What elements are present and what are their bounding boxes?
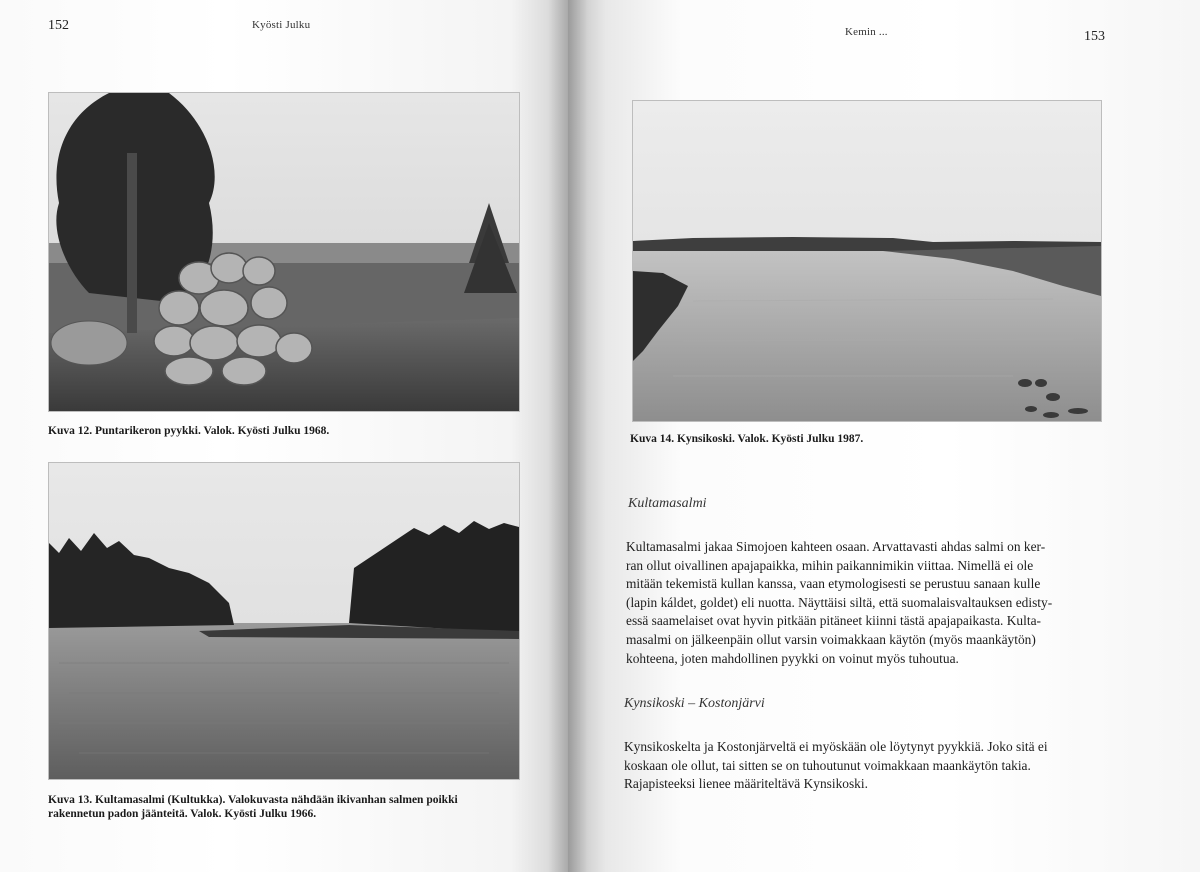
running-head-right: Kemin ... (845, 26, 888, 38)
text-line: Kultamasalmi jakaa Simojoen kahteen osaan. Arvattavasti ahdas salmi on ker- (626, 539, 1046, 554)
left-page (0, 0, 568, 872)
page-number-left: 152 (48, 18, 69, 33)
book-gutter-shadow (548, 0, 588, 872)
page-number-right: 153 (1084, 29, 1105, 44)
right-page (568, 0, 1200, 872)
text-line: ran ollut oivallinen apajapaikka, mihin paikannimikin viittaa. Nimellä ei ole (626, 557, 1034, 573)
section-heading-kultamasalmi: Kultamasalmi (628, 496, 707, 511)
text-line: Kynsikoskelta ja Kostonjärveltä ei myöskään ole löytynyt pyykkiä. Joko sitä ei (624, 739, 1048, 754)
caption-figure-13-line-1: Kuva 13. Kultamasalmi (Kultukka). Valokuvasta nähdään ikivanhan salmen poikki (48, 794, 458, 806)
text-line: koskaan ole ollut, tai sitten se on tuhoutunut voimakkaan maankäytön takia. (624, 757, 1031, 773)
text-line: Rajapisteeksi lienee määriteltävä Kynsikoski. (624, 776, 868, 792)
caption-figure-12: Kuva 12. Puntarikeron pyykki. Valok. Kyösti Julku 1968. (48, 425, 330, 437)
text-line: kohteena, joten mahdollinen pyykki on voinut myös tuhoutua. (626, 650, 959, 666)
section-heading-kynsikoski: Kynsikoski – Kostonjärvi (624, 696, 765, 711)
text-line: (lapin káldet, goldet) eli nuotta. Näyttäisi siltä, että suomalaisvaltauksen edisty- (626, 594, 1053, 610)
caption-figure-14: Kuva 14. Kynsikoski. Valok. Kyösti Julku 1987. (630, 433, 864, 445)
running-head-left: Kyösti Julku (252, 19, 311, 31)
caption-figure-13-line-2: rakennetun padon jäänteitä. Valok. Kyösti Julku 1966. (48, 808, 317, 820)
text-line: masalmi on jälkeenpäin ollut varsin voimakkaan käytön (myös maankäytön) (626, 631, 1036, 647)
photo-kultamasalmi (48, 462, 520, 780)
photo-kynsikoski (632, 100, 1102, 422)
caption-figure-13 (48, 793, 518, 821)
section-text-kultamasalmi (626, 538, 1100, 668)
section-text-kynsikoski (624, 738, 1100, 794)
text-line: essä saamelaiset ovat hyvin pitkään pitäneet kiinni tästä apajapaikasta. Kulta- (626, 613, 1041, 629)
photo-cairn (48, 92, 520, 412)
text-line: mitään tekemistä kullan kanssa, vaan etymologisesti se perustuu sanaan kulle (626, 576, 1041, 592)
